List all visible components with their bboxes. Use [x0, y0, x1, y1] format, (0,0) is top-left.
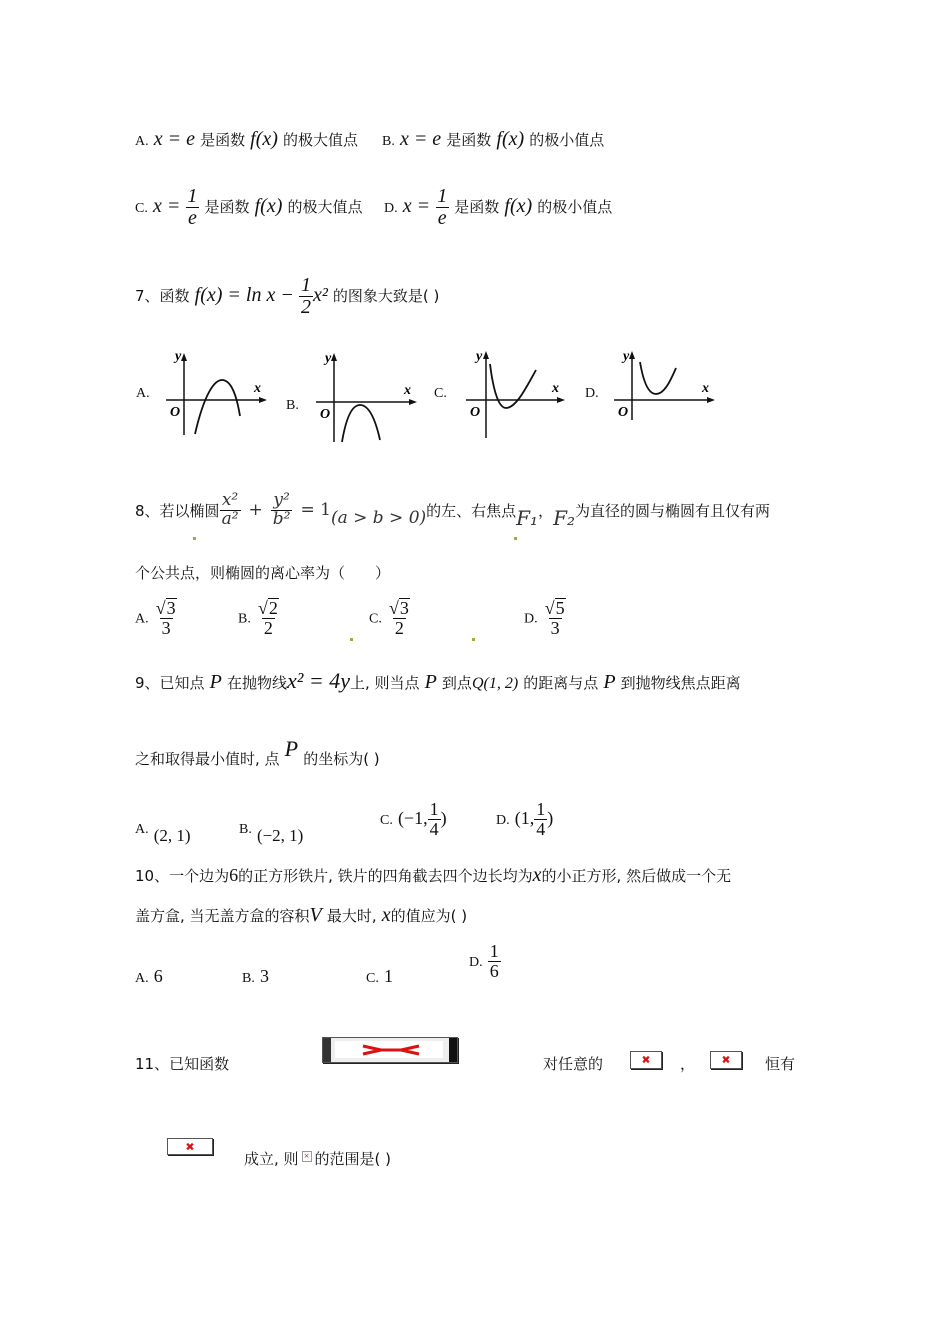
text: 已知点: [159, 674, 205, 692]
y-arrow-icon: [629, 351, 635, 359]
graph-c-label: C.: [434, 386, 447, 401]
var-v: V: [309, 904, 322, 926]
q9-option-d: [496, 800, 553, 839]
q10-line2: [135, 904, 467, 927]
broken-image-cross-icon: ✖: [721, 1053, 731, 1067]
var-x: x: [532, 864, 542, 886]
fraction: [428, 800, 441, 839]
option-label: A.: [135, 134, 149, 149]
math-func: f(x): [250, 128, 278, 150]
question-number: 9、: [135, 674, 160, 692]
option-label: A.: [135, 611, 149, 627]
image-border: [449, 1038, 457, 1062]
curve: [342, 405, 380, 442]
denominator: a²: [221, 508, 239, 529]
text: 函数: [159, 287, 190, 305]
numerator: 1: [536, 799, 546, 819]
fraction-x: [220, 492, 241, 529]
text: 盖方盒, 当无盖方盒的容积: [135, 907, 310, 925]
sqrt-icon: √: [257, 598, 268, 618]
denominator: 2: [263, 617, 273, 638]
x-label: x: [254, 381, 261, 396]
y-arrow-icon: [331, 353, 337, 361]
text: 成立, 则: [244, 1150, 299, 1168]
text: 恒有: [765, 1055, 796, 1073]
option-pre: (1,: [514, 807, 535, 828]
point-p: P: [284, 736, 299, 761]
origin-label: O: [470, 405, 481, 420]
graph-b: [312, 350, 422, 445]
comma: ，: [538, 501, 554, 520]
point-q: Q(1, 2): [471, 675, 519, 692]
text: 的极小值点: [537, 198, 613, 216]
text: 的范围是( ): [314, 1150, 392, 1168]
denominator: e: [437, 207, 447, 229]
denominator: e: [187, 207, 197, 229]
x-label: x: [404, 383, 411, 398]
question-number: 7、: [135, 287, 160, 305]
origin-label: O: [320, 407, 331, 422]
text: 的值应为( ): [390, 907, 468, 925]
curve: [490, 364, 536, 408]
number-six: 6: [229, 865, 239, 885]
var-x: x: [381, 904, 391, 926]
text: 的极大值点: [287, 198, 363, 216]
numerator: 1: [187, 185, 198, 207]
y-label: y: [175, 350, 182, 364]
marker-dot: [472, 638, 475, 641]
graph-a-label: A.: [136, 386, 150, 401]
option-label: B.: [238, 611, 251, 627]
q8-option-c: [369, 598, 412, 638]
q6-option-b: [382, 128, 604, 151]
sqrt: [543, 598, 568, 618]
q6-option-c: [135, 186, 362, 229]
focus-f1: F₁: [516, 506, 539, 531]
x-arrow-icon: [259, 397, 267, 403]
option-label: D.: [384, 201, 398, 216]
text: 已知函数: [169, 1055, 230, 1073]
plus-sign: +: [248, 500, 263, 521]
origin-label: O: [170, 405, 181, 420]
broken-image-icon: [322, 1037, 458, 1063]
marker-dot: [514, 537, 517, 540]
denominator: 2: [394, 617, 404, 638]
q8-option-a: [135, 598, 179, 638]
denominator: 3: [161, 617, 171, 638]
text: 对任意的: [543, 1055, 604, 1073]
math-lhs: x =: [152, 195, 181, 217]
option-label: B.: [382, 134, 395, 149]
math-expr: x = e: [153, 128, 195, 150]
denominator: 4: [429, 818, 439, 839]
text: 的左、右焦点: [426, 501, 517, 520]
sqrt-icon: √: [388, 598, 399, 618]
option-value: 6: [153, 966, 163, 986]
fraction: [543, 598, 568, 638]
option-label: B.: [242, 971, 255, 986]
text: 是函数: [204, 198, 250, 216]
text: 之和取得最小值时, 点: [135, 750, 280, 768]
radicand: 3: [399, 598, 409, 618]
text: 的正方形铁片, 铁片的四角截去四个边长均为: [238, 867, 533, 885]
math-func: f(x): [504, 195, 533, 217]
broken-image-icon: [710, 1051, 742, 1069]
denominator: 3: [550, 617, 560, 638]
q8-option-d: [524, 598, 568, 638]
y-arrow-icon: [483, 351, 489, 359]
numerator: 1: [429, 799, 439, 819]
x-arrow-icon: [557, 397, 565, 403]
y-label: y: [325, 351, 332, 366]
sqrt-icon: √: [544, 598, 555, 618]
text: 是函数: [200, 131, 246, 149]
option-value: (2, 1): [153, 826, 191, 845]
image-border: [323, 1038, 331, 1062]
math-tail: x²: [312, 284, 328, 306]
origin-label: O: [618, 405, 629, 420]
text: 是函数: [446, 131, 492, 149]
q11-stem: [135, 1053, 229, 1074]
numerator: x²: [221, 490, 239, 510]
q10-option-b: [242, 966, 269, 987]
denominator: 4: [536, 818, 546, 839]
radicand: 5: [555, 598, 565, 618]
option-label: C.: [366, 971, 379, 986]
q9-option-a: [135, 818, 191, 845]
q9-option-b: [239, 818, 304, 845]
parabola-eq: x² = 4y: [286, 668, 350, 693]
math-func: f(x): [496, 128, 525, 150]
option-label: C.: [380, 812, 393, 828]
option-label: D.: [469, 954, 483, 970]
fraction: [534, 800, 547, 839]
text: 的极小值点: [529, 131, 605, 149]
y-arrow-icon: [181, 353, 187, 361]
denominator: 2: [300, 296, 311, 318]
broken-image-icon: ×: [302, 1151, 312, 1162]
option-label: B.: [239, 822, 252, 837]
text: 在抛物线: [226, 674, 287, 692]
sqrt-icon: √: [155, 598, 166, 618]
text: 的距离与点: [523, 674, 599, 692]
fraction: [387, 598, 412, 638]
x-label: x: [552, 381, 559, 396]
option-label: A.: [135, 971, 149, 986]
radicand: 2: [268, 598, 278, 618]
curve: [640, 362, 676, 394]
fraction: [299, 275, 313, 318]
text: 为直径的圆与椭圆有且仅有两: [574, 501, 770, 520]
option-value: 1: [383, 966, 393, 986]
text: 到抛物线焦点距离: [620, 674, 741, 692]
math-func: f(x) = ln x −: [194, 284, 294, 306]
text: 若以椭圆: [159, 501, 220, 520]
text: 的极大值点: [283, 131, 359, 149]
option-value: 3: [259, 966, 269, 986]
graph-d: [610, 348, 720, 428]
option-post: ): [547, 807, 554, 828]
text: 的图象大致是( ): [332, 287, 440, 305]
x-arrow-icon: [707, 397, 715, 403]
broken-image-cross-icon: [361, 1044, 421, 1056]
graph-b-label: B.: [286, 398, 299, 413]
x-label: x: [702, 381, 709, 396]
fraction: [185, 186, 199, 229]
broken-image-icon: [167, 1138, 213, 1155]
radicand: 3: [166, 598, 176, 618]
q7-stem: [135, 275, 439, 318]
q10-option-a: [135, 966, 163, 987]
q9-line2: [135, 736, 380, 770]
graph-c: [460, 348, 570, 443]
text: 的坐标为( ): [303, 750, 380, 768]
text: 的小正方形, 然后做成一个无: [541, 867, 732, 885]
numerator: y²: [273, 490, 290, 510]
comma: ，: [680, 1055, 696, 1073]
denominator: 6: [489, 960, 499, 981]
y-label: y: [623, 349, 630, 364]
marker-dot: [193, 537, 196, 540]
fraction: [435, 186, 449, 229]
focus-f2: F₂: [553, 506, 575, 531]
denominator: b²: [272, 508, 291, 529]
graph-d-label: D.: [585, 386, 599, 401]
point-p: P: [209, 671, 222, 693]
sqrt: [256, 598, 281, 618]
question-number: 11、: [135, 1055, 170, 1073]
option-label: D.: [524, 611, 538, 627]
math-func: f(x): [254, 195, 283, 217]
broken-image-cross-icon: ✖: [185, 1140, 195, 1153]
text: 到点: [441, 674, 472, 692]
q11-line2: [244, 1148, 391, 1169]
broken-image-icon: [630, 1051, 662, 1069]
q10-option-d: [469, 942, 501, 981]
q8-option-b: [238, 598, 281, 638]
math-expr: x = e: [399, 128, 442, 150]
fraction: [154, 598, 179, 638]
q10-option-c: [366, 966, 393, 987]
option-post: ): [440, 807, 447, 828]
option-value: (−2, 1): [256, 826, 304, 845]
option-label: C.: [135, 201, 148, 216]
numerator: 1: [300, 274, 311, 296]
option-label: D.: [496, 812, 510, 828]
option-label: C.: [369, 611, 382, 627]
y-label: y: [476, 349, 483, 364]
fraction-y: [271, 492, 293, 529]
text: 是函数: [454, 198, 500, 216]
sqrt: [387, 598, 412, 618]
q6-option-a: [135, 128, 358, 151]
text: 最大时,: [326, 907, 377, 925]
fraction: [256, 598, 281, 638]
q8-stem: [135, 492, 770, 529]
numerator: 1: [489, 941, 499, 961]
numerator: 1: [437, 185, 448, 207]
question-number: 8、: [135, 501, 160, 520]
question-number: 10、: [135, 867, 170, 885]
marker-dot: [350, 638, 353, 641]
point-p: P: [603, 671, 616, 693]
point-p: P: [424, 671, 437, 693]
condition: (a > b > 0): [330, 508, 427, 529]
text: 上, 则当点: [349, 674, 420, 692]
equals: = 1: [300, 500, 331, 521]
q10-stem: [135, 864, 731, 887]
option-pre: (−1,: [397, 807, 428, 828]
x-arrow-icon: [409, 399, 417, 405]
fraction: [488, 942, 501, 981]
q8-line2: 个公共点，则椭圆的离心率为（ ）: [135, 564, 391, 582]
q9-option-c: [380, 800, 447, 839]
text: 一个边为: [169, 867, 230, 885]
sqrt: [154, 598, 179, 618]
broken-image-cross-icon: ✖: [641, 1053, 651, 1067]
math-lhs: x =: [402, 195, 431, 217]
q9-stem: [135, 668, 741, 694]
curve: [195, 380, 240, 434]
option-label: A.: [135, 822, 149, 837]
q6-option-d: [384, 186, 612, 229]
graph-a: [162, 350, 272, 440]
